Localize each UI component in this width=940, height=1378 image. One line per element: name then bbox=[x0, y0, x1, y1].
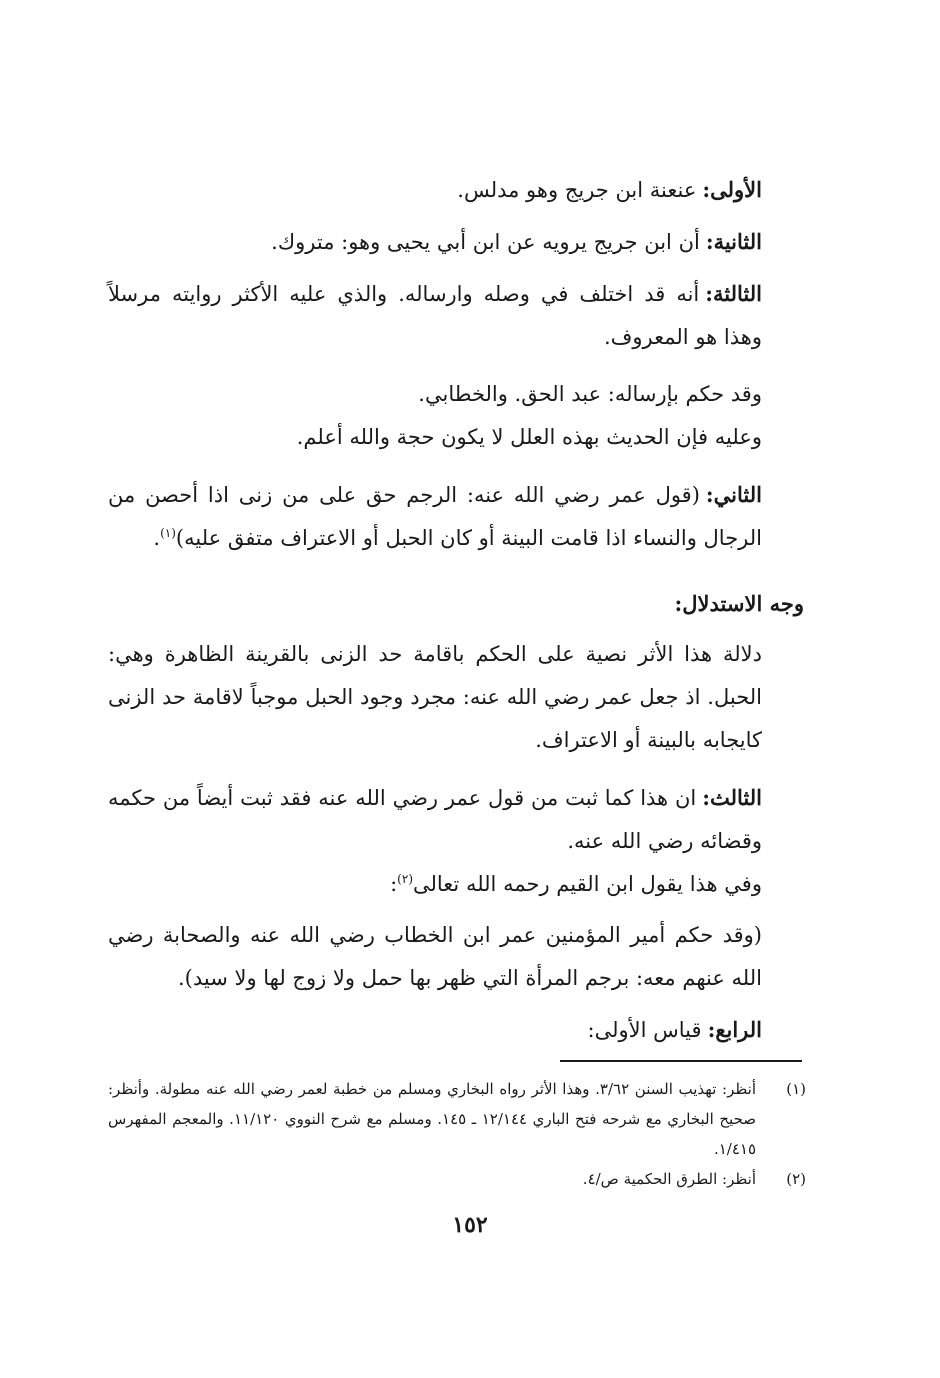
lead-second: الثانية: bbox=[705, 229, 762, 254]
lead-fourth: الرابع: bbox=[707, 1017, 762, 1042]
text-ibn-qayyim: وفي هذا يقول ابن القيم رحمه الله تعالى bbox=[413, 872, 762, 896]
footnotes bbox=[108, 1074, 806, 1194]
page-body bbox=[108, 168, 804, 1052]
lead-third-evidence: الثالث: bbox=[702, 785, 762, 810]
text-second: أن ابن جريج يرويه عن ابن أبي يحيى وهو: متروك. bbox=[271, 230, 700, 254]
footnote-text: أنظر: تهذيب السنن ٣/٦٢. وهذا الأثر رواه البخاري ومسلم من خطبة لعمر رضي الله عنه مطولة. وأنظر: صحيح البخاري مع شرحه فتح الباري ١٢/١٤٤ ـ ١٤٥. ومسلم مع شرح النووي ١١/١٢٠. والمعجم المفهرس ١/٤١٥. bbox=[108, 1080, 756, 1158]
footnote-divider bbox=[560, 1060, 802, 1062]
lead-umar-saying: الثاني: bbox=[705, 482, 762, 507]
paragraph-inference bbox=[108, 633, 804, 762]
end-ibn-qayyim: : bbox=[390, 872, 398, 896]
paragraph-quote bbox=[108, 914, 804, 1000]
paragraph-first bbox=[108, 168, 804, 212]
paragraph-ibn-qayyim bbox=[108, 863, 804, 906]
text-quote: (وقد حكم أمير المؤمنين عمر ابن الخطاب رضي الله عنه والصحابة رضي الله عنهم معه: برجم المرأة التي ظهر بها حمل ولا زوج لها ولا سيد). bbox=[108, 923, 762, 990]
footnote-2 bbox=[108, 1164, 806, 1194]
footnote-number: (١) bbox=[786, 1080, 806, 1098]
footnote-ref-2[interactable]: (٢) bbox=[397, 872, 413, 886]
paragraph-third bbox=[108, 272, 804, 359]
paragraph-conclusion bbox=[108, 416, 804, 459]
text-first: عنعنة ابن جريج وهو مدلس. bbox=[457, 178, 697, 202]
text-conclusion: وعليه فإن الحديث بهذه العلل لا يكون حجة والله أعلم. bbox=[296, 425, 762, 449]
text-fourth: قياس الأولى: bbox=[587, 1018, 702, 1042]
paragraph-third-evidence bbox=[108, 776, 804, 863]
end-umar-saying: . bbox=[153, 526, 161, 550]
paragraph-second bbox=[108, 220, 804, 264]
text-third: أنه قد اختلف في وصله وارساله. والذي عليه الأكثر روايته مرسلاً وهذا هو المعروف. bbox=[108, 282, 762, 349]
lead-first: الأولى: bbox=[702, 177, 762, 202]
footnote-text: أنظر: الطرق الحكمية ص/٤. bbox=[582, 1170, 756, 1188]
text-ruling: وقد حكم بإرساله: عبد الحق. والخطابي. bbox=[418, 382, 762, 406]
text-umar-saying: (قول عمر رضي الله عنه: الرجم حق على من زنى اذا أحصن من الرجال والنساء اذا قامت البينة أو كان الحبل أو الاعتراف متفق عليه) bbox=[108, 483, 762, 550]
section-heading: وجه الاستدلال: bbox=[674, 591, 804, 616]
page-number: ١٥٢ bbox=[452, 1212, 488, 1238]
footnote-1 bbox=[108, 1074, 806, 1164]
paragraph-fourth bbox=[108, 1008, 804, 1052]
lead-third: الثالثة: bbox=[705, 281, 762, 306]
text-inference: دلالة هذا الأثر نصية على الحكم باقامة حد الزنى بالقرينة الظاهرة وهي: الحبل. اذ جعل عمر رضي الله عنه: مجرد وجود الحبل موجباً لاقامة حد الزنى كايجابه بالبينة أو الاعتراف. bbox=[108, 642, 762, 752]
footnote-number: (٢) bbox=[786, 1170, 806, 1188]
paragraph-ruling bbox=[108, 373, 804, 416]
footnote-ref-1[interactable]: (١) bbox=[160, 526, 176, 540]
text-third-evidence: ان هذا كما ثبت من قول عمر رضي الله عنه فقد ثبت أيضاً من حكمه وقضائه رضي الله عنه. bbox=[108, 786, 762, 853]
paragraph-umar-saying bbox=[108, 473, 804, 560]
